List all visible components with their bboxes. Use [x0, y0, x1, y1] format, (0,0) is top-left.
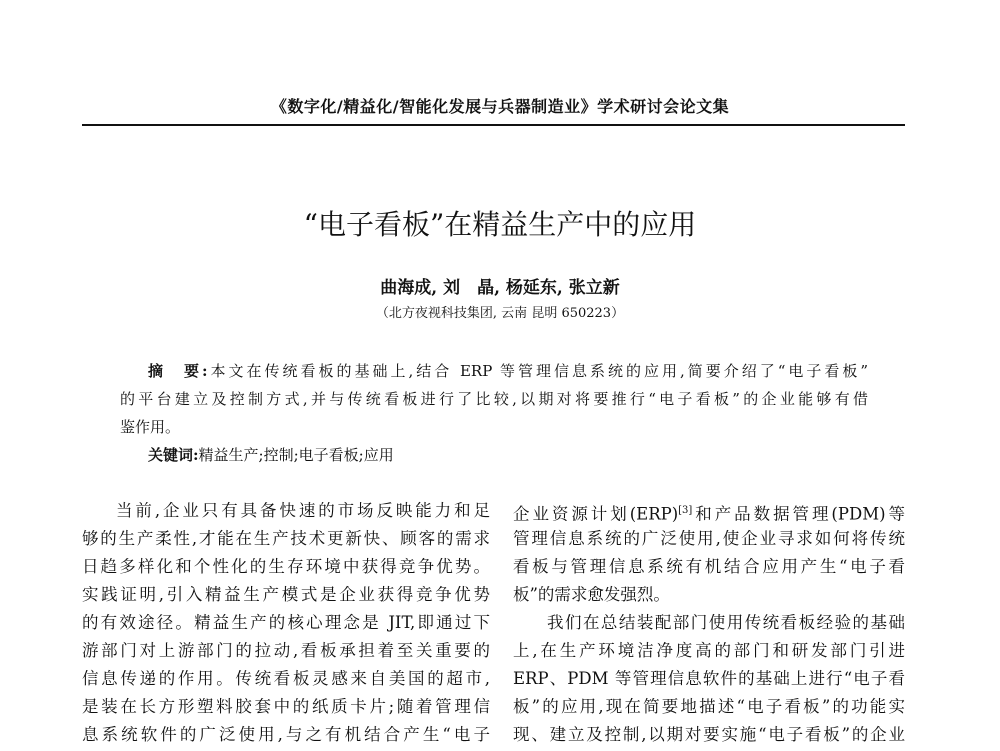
keywords-label: 关键词: — [148, 446, 199, 464]
body-line: 板”的应用,现在简要地描述“电子看板”的功能实 — [513, 697, 905, 716]
authors: 曲海成, 刘 晶, 杨延东, 张立新 — [380, 278, 620, 298]
body-left-column — [82, 497, 490, 749]
abstract-line — [148, 360, 868, 381]
abstract-line: 的平台建立及控制方式,并与传统看板进行了比较,以期对将要推行“电子看板”的企业能够有借 — [120, 390, 868, 408]
body-line: 是装在长方形塑料胶套中的纸质卡片;随着管理信 — [82, 697, 490, 716]
header-rule — [82, 124, 905, 126]
body-line: 上,在生产环境洁净度高的部门和研发部门引进 — [513, 641, 905, 660]
body-line: 日趋多样化和个性化的生存环境中获得竞争优势。 — [82, 557, 490, 576]
citation: [3] — [678, 505, 693, 516]
body-right-column — [513, 497, 905, 749]
body-line: 够的生产柔性,才能在生产技术更新快、顾客的需求 — [82, 529, 490, 548]
body-line: 现、建立及控制,以期对要实施“电子看板”的企业 — [513, 725, 905, 744]
paper-title: “电子看板”在精益生产中的应用 — [303, 208, 697, 241]
body-line: 的有效途径。精益生产的核心理念是 JIT,即通过下 — [82, 613, 490, 632]
keywords-line — [148, 444, 868, 465]
body-line: 当前,企业只有具备快速的市场反映能力和足 — [116, 501, 490, 520]
body-line: 游部门对上游部门的拉动,看板承担着至关重要的 — [82, 641, 490, 660]
text: 企业资源计划(ERP) — [513, 504, 679, 524]
body-line: 实践证明,引入精益生产模式是企业获得竞争优势 — [82, 585, 490, 604]
abstract-label: 摘 要: — [148, 362, 208, 380]
body-line: 信息传递的作用。传统看板灵感来自美国的超市, — [82, 669, 490, 688]
body-line: ERP、PDM 等管理信息软件的基础上进行“电子看 — [513, 669, 905, 688]
body-line: 看板与管理信息系统有机结合应用产生“电子看 — [513, 557, 905, 576]
body-line: 管理信息系统的广泛使用,使企业寻求如何将传统 — [513, 529, 905, 548]
body-line: 我们在总结装配部门使用传统看板经验的基础 — [547, 613, 905, 632]
body-line — [513, 497, 905, 525]
body-line: 息系统软件的广泛使用,与之有机结合产生“电子 — [82, 725, 490, 744]
text: 和产品数据管理(PDM)等 — [692, 504, 905, 524]
keywords-text: 精益生产;控制;电子看板;应用 — [198, 446, 394, 464]
body-line: 板”的需求愈发强烈。 — [513, 585, 670, 604]
running-header: 《数字化/精益化/智能化发展与兵器制造业》学术研讨会论文集 — [270, 97, 730, 116]
abstract-text: 本文在传统看板的基础上,结合 ERP 等管理信息系统的应用,简要介绍了“电子看板” — [207, 362, 869, 380]
affiliation: （北方夜视科技集团, 云南 昆明 650223） — [375, 306, 625, 321]
abstract-line: 鉴作用。 — [120, 418, 181, 436]
